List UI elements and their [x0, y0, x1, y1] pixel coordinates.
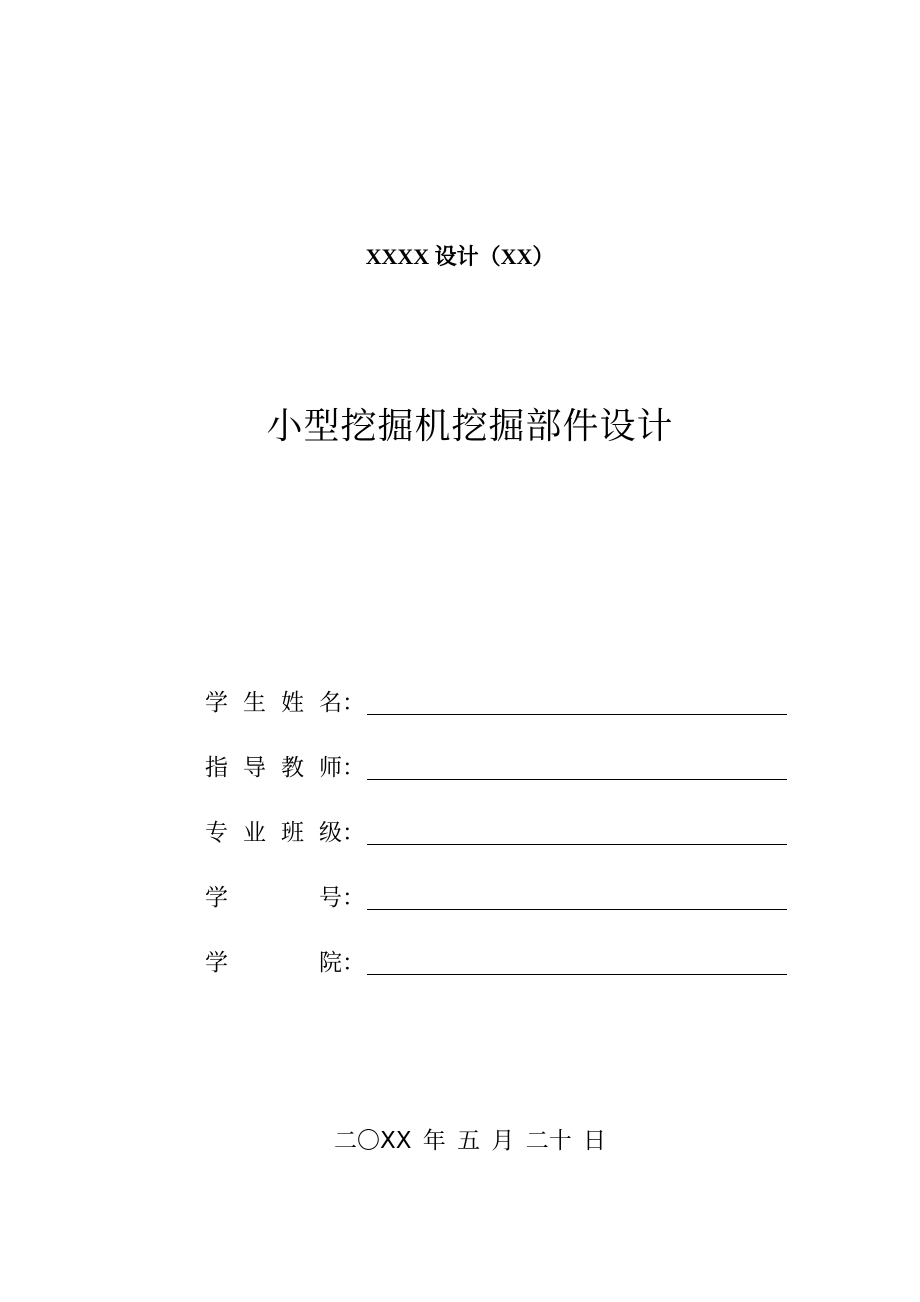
advisor-blank[interactable]: [367, 779, 787, 780]
label-char: 级：: [319, 820, 365, 846]
label-char: 姓: [281, 690, 304, 716]
college-blank[interactable]: [367, 974, 787, 975]
field-major-class: [205, 814, 790, 879]
label-char: 导: [243, 755, 266, 781]
field-label: [205, 879, 363, 915]
label-char: 教: [281, 755, 304, 781]
label-char: 班: [281, 820, 304, 846]
field-college: [205, 944, 790, 1009]
label-char: 院：: [319, 950, 365, 976]
label-char: 学: [205, 950, 228, 976]
major-class-blank[interactable]: [367, 844, 787, 845]
document-title: 小型挖掘机挖掘部件设计: [266, 406, 674, 447]
student-id-blank[interactable]: [367, 909, 787, 910]
label-char: 号：: [319, 885, 365, 911]
label-char: 专: [205, 820, 228, 846]
field-label: [205, 944, 363, 980]
label-char: 学: [205, 690, 228, 716]
info-fields: [205, 684, 790, 1009]
label-char: 业: [243, 820, 266, 846]
label-char: 名：: [319, 690, 365, 716]
field-student-name: [205, 684, 790, 749]
label-char: 生: [243, 690, 266, 716]
field-advisor: [205, 749, 790, 814]
student-name-blank[interactable]: [367, 714, 787, 715]
label-char: 师：: [319, 755, 365, 781]
document-date: 二〇XX 年 五 月 二十 日: [333, 1128, 607, 1154]
field-student-id: [205, 879, 790, 944]
label-char: 学: [205, 885, 228, 911]
field-label: [205, 814, 363, 850]
field-label: [205, 684, 363, 720]
field-label: [205, 749, 363, 785]
document-subtitle: XXXX 设计（XX）: [365, 244, 555, 269]
label-char: 指: [205, 755, 228, 781]
